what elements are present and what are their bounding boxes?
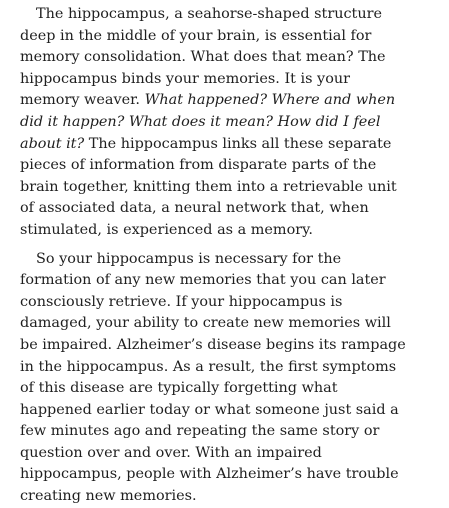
paragraph-1-text: The hippocampus, a seahorse-shaped structure deep in the middle of your brain, is essential for memory consolidation. What does that mean? The hippocampus binds your memories. It is your memory weaver.	[20, 6, 386, 109]
paragraph-1-text-continued: The hippocampus links all these separate pieces of information from disparate parts of the brain together, knitting them into a retrievable unit of associated data, a neural network that, when stimulated, is experienced as a memory.	[20, 135, 397, 238]
paragraph-2: So your hippocampus is necessary for the formation of any new memories that you can later consciously retrieve. If your hippocampus is damaged, your ability to create new memories will be impaired. Alzheimer’s disease begins its rampage in the hippocampus. As a result, the first symptoms of this disease are typically forgetting what happened earlier today or what someone just said a few minutes ago and repeating the same story or question over and over. With an impaired hippocampus, people with Alzheimer’s have trouble creating new memories.	[20, 250, 406, 505]
document-body	[20, 4, 412, 508]
paragraph-1-italic-questions: What happened? Where and when did it happen? What does it mean? How did I feel about it?	[20, 92, 396, 152]
paragraph-1	[20, 4, 412, 242]
